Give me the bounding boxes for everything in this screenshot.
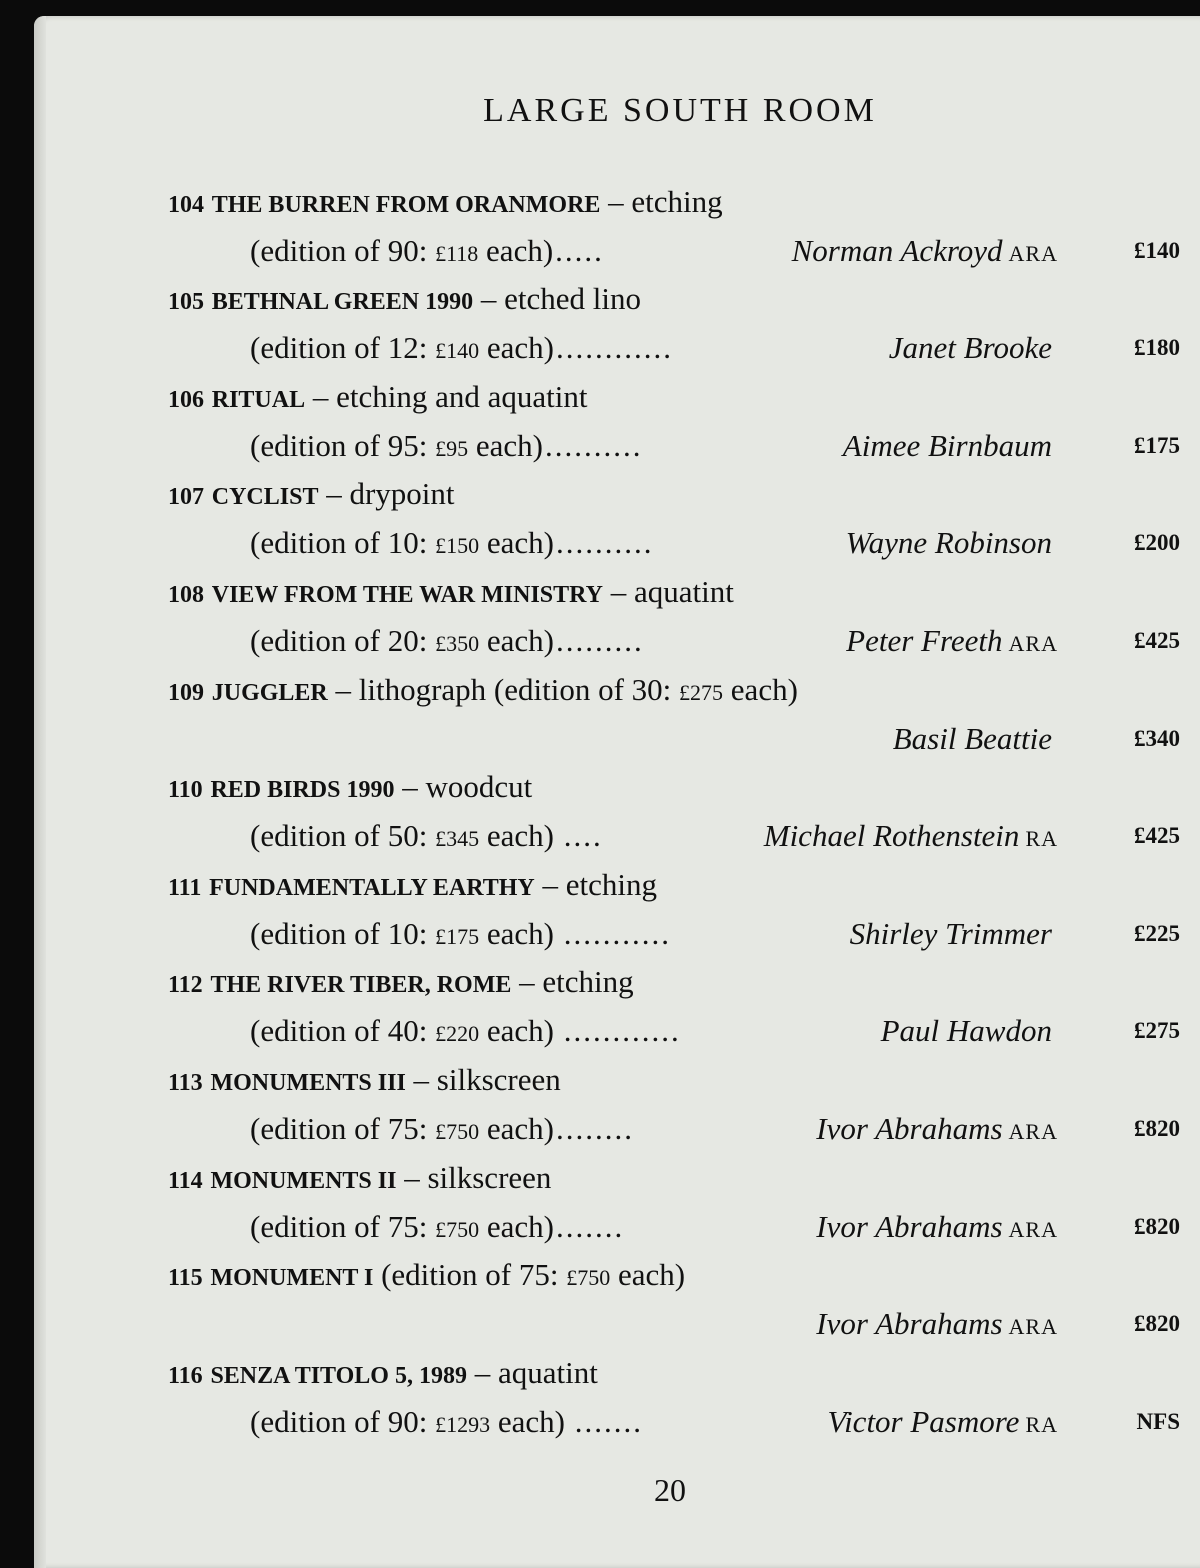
entry-price: £425 [1134, 823, 1180, 848]
entry-artist: Peter Freeth ARA [846, 623, 1058, 658]
entry-number: 109 [168, 680, 204, 706]
entry-107-detail-line [250, 519, 1200, 567]
entry-artist: Wayne Robinson [845, 525, 1052, 560]
entry-number: 110 [168, 777, 203, 803]
entry-116-detail-line [250, 1398, 1200, 1446]
entry-medium: etching [542, 964, 634, 999]
entry-115-title-line: 115 MONUMENT I (edition of 75: £750 each) [168, 1257, 686, 1292]
entry-artist: Victor Pasmore RA [827, 1404, 1058, 1439]
entry-113-title-line: 113 MONUMENTS III – silkscreen [168, 1062, 561, 1097]
entry-number: 112 [168, 972, 203, 998]
entry-number: 114 [168, 1168, 203, 1194]
entry-medium: drypoint [349, 476, 455, 511]
entry-number: 108 [168, 582, 204, 608]
entry-108-detail-line [250, 617, 1200, 665]
entry-title: THE BURREN FROM ORANMORE [211, 192, 601, 218]
entry-title: RED BIRDS 1990 [210, 777, 395, 803]
entry-title: MONUMENT I [210, 1265, 374, 1291]
entry-111-detail-line [250, 910, 1200, 958]
entry-number: 111 [168, 875, 202, 901]
entry-price: £200 [1134, 530, 1180, 555]
entry-title: SENZA TITOLO 5, 1989 [210, 1363, 467, 1389]
entry-110-detail-line [250, 812, 1200, 860]
entry-price: NFS [1136, 1409, 1180, 1434]
entry-title: CYCLIST [211, 484, 319, 510]
entry-medium: etching and aquatint [336, 379, 588, 414]
entry-title: JUGGLER [211, 680, 328, 706]
entry-107-title-line: 107 CYCLIST – drypoint [168, 476, 455, 511]
entry-112-title-line: 112 THE RIVER TIBER, ROME – etching [168, 964, 634, 999]
page-edge [34, 16, 46, 1568]
entry-114-title-line: 114 MONUMENTS II – silkscreen [168, 1160, 552, 1195]
entry-number: 106 [168, 387, 204, 413]
entry-title: RITUAL [211, 387, 306, 413]
entry-artist: Norman Ackroyd ARA [791, 233, 1058, 268]
entry-109-detail-line [250, 715, 1200, 763]
entry-title: THE RIVER TIBER, ROME [210, 972, 512, 998]
entry-title: BETHNAL GREEN 1990 [211, 289, 474, 315]
entry-price: £340 [1134, 726, 1180, 751]
entry-price: £275 [1134, 1018, 1180, 1043]
entry-artist: Ivor Abrahams ARA [816, 1306, 1058, 1341]
entry-number: 115 [168, 1265, 203, 1291]
entry-medium: lithograph (edition of 30: [358, 672, 672, 707]
entry-116-title-line: 116 SENZA TITOLO 5, 1989 – aquatint [168, 1355, 598, 1390]
entry-105-detail-line [250, 324, 1200, 372]
entry-artist: Michael Rothenstein RA [763, 818, 1058, 853]
entry-medium: etching [631, 184, 723, 219]
entry-price: £820 [1134, 1116, 1180, 1141]
entry-artist: Shirley Trimmer [849, 916, 1052, 951]
entry-artist: Aimee Birnbaum [842, 428, 1052, 463]
entry-edition: (edition of 10: £150 each).......... [250, 525, 654, 560]
entry-108-title-line: 108 VIEW FROM THE WAR MINISTRY – aquatint [168, 574, 734, 609]
entry-edition: (edition of 90: £1293 each) ....... [250, 1404, 643, 1439]
entry-110-title-line: 110 RED BIRDS 1990 – woodcut [168, 769, 533, 804]
entry-medium: silkscreen [427, 1160, 552, 1195]
entry-title: VIEW FROM THE WAR MINISTRY [211, 582, 603, 608]
entry-price: £820 [1134, 1311, 1180, 1336]
entry-106-detail-line [250, 422, 1200, 470]
entry-medium: woodcut [425, 769, 533, 804]
entry-medium: (edition of 75: [381, 1257, 559, 1292]
entry-111-title-line: 111 FUNDAMENTALLY EARTHY – etching [168, 867, 657, 902]
entry-edition: (edition of 75: £750 each)....... [250, 1209, 625, 1244]
entry-title: FUNDAMENTALLY EARTHY [209, 875, 535, 901]
entry-edition: (edition of 95: £95 each).......... [250, 428, 643, 463]
entry-price: £175 [1134, 433, 1180, 458]
entry-artist: Ivor Abrahams ARA [816, 1111, 1058, 1146]
entry-artist: Paul Hawdon [880, 1013, 1052, 1048]
entry-price: £425 [1134, 628, 1180, 653]
entry-edition: (edition of 12: £140 each)............ [250, 330, 673, 365]
entry-artist: Janet Brooke [888, 330, 1052, 365]
entry-edition: (edition of 10: £175 each) ........... [250, 916, 671, 951]
entry-number: 104 [168, 192, 204, 218]
entry-113-detail-line [250, 1105, 1200, 1153]
entry-115-detail-line [250, 1300, 1200, 1348]
entry-edition: (edition of 20: £350 each)......... [250, 623, 644, 658]
entry-medium: silkscreen [436, 1062, 561, 1097]
page-number: 20 [654, 1472, 686, 1508]
entry-edition: (edition of 40: £220 each) ............ [250, 1013, 681, 1048]
entry-medium: etched lino [504, 281, 642, 316]
entry-artist: Basil Beattie [892, 721, 1052, 756]
entry-price: £180 [1134, 335, 1180, 360]
entry-edition: (edition of 90: £118 each)..... [250, 233, 604, 268]
entry-number: 107 [168, 484, 204, 510]
entry-number: 105 [168, 289, 204, 315]
entry-106-title-line: 106 RITUAL – etching and aquatint [168, 379, 588, 414]
entry-medium: aquatint [497, 1355, 598, 1390]
entry-price: £820 [1134, 1214, 1180, 1239]
page-title: LARGE SOUTH ROOM [483, 92, 877, 129]
entry-number: 113 [168, 1070, 203, 1096]
entry-112-detail-line [250, 1007, 1200, 1055]
entry-price: £225 [1134, 921, 1180, 946]
entry-number: 116 [168, 1363, 203, 1389]
entry-price: £140 [1134, 238, 1180, 263]
entry-edition: (edition of 75: £750 each)........ [250, 1111, 634, 1146]
entry-104-title-line: 104 THE BURREN FROM ORANMORE – etching [168, 184, 723, 219]
entry-104-detail-line [250, 227, 1200, 275]
entry-105-title-line: 105 BETHNAL GREEN 1990 – etched lino [168, 281, 642, 316]
entry-114-detail-line [250, 1203, 1200, 1251]
entry-artist: Ivor Abrahams ARA [816, 1209, 1058, 1244]
entry-title: MONUMENTS II [210, 1168, 397, 1194]
entry-edition: (edition of 50: £345 each) .... [250, 818, 603, 853]
entry-title: MONUMENTS III [210, 1070, 406, 1096]
entry-medium: etching [565, 867, 657, 902]
entry-109-title-line: 109 JUGGLER – lithograph (edition of 30: £275 each) [168, 672, 798, 707]
entry-medium: aquatint [633, 574, 734, 609]
